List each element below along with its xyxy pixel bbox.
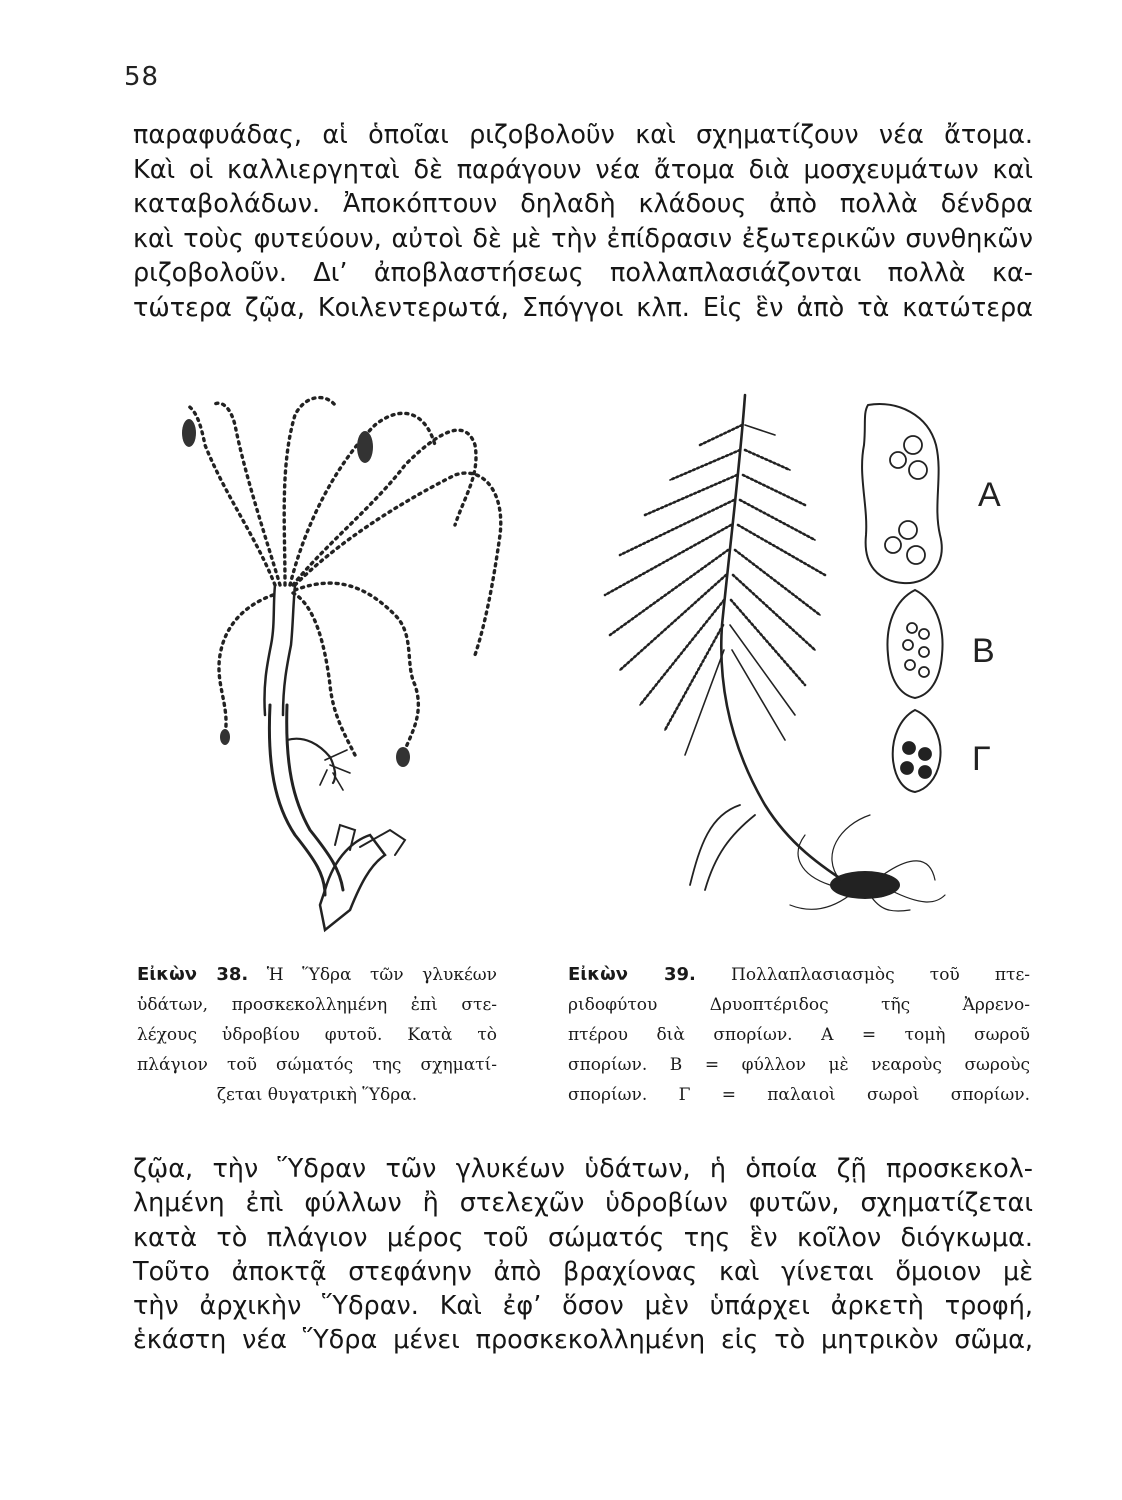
figure-label: Εἰκὼν 39. xyxy=(568,964,696,985)
figure-39-caption xyxy=(568,960,1030,1110)
caption-line: λέχους ὑδροβίου φυτοῦ. Κατὰ τὸ xyxy=(137,1025,497,1045)
caption-line xyxy=(568,960,1030,990)
inset-label-a: Α xyxy=(978,476,1001,514)
caption-line: σπορίων. Γ = παλαιοὶ σωροὶ σπορίων. xyxy=(568,1085,1030,1105)
text-line: Καὶ οἱ καλλιεργηταὶ δὲ παράγουν νέα ἄτομα διὰ μοσχευμάτων καὶ xyxy=(133,154,1033,185)
caption-text: Ἡ Ὕδρα τῶν γλυκέων xyxy=(266,965,497,985)
body-text-bottom xyxy=(133,1152,1033,1358)
caption-line: πτέρου διὰ σπορίων. Α = τομὴ σωροῦ xyxy=(568,1025,1030,1045)
text-line: τὴν ἀρχικὴν Ὕδραν. Καὶ ἐφ’ ὅσον μὲν ὑπάρχει ἀρκετὴ τροφή, xyxy=(133,1291,1033,1322)
caption-line: ὑδάτων, προσκεκολλημένη ἐπὶ στε- xyxy=(137,995,497,1015)
text-line: ριζοβολοῦν. Δι’ ἀποβλαστήσεως πολλαπλασιάζονται πολλὰ κα- xyxy=(133,258,1033,288)
text-line: παραφυάδας, αἱ ὁποῖαι ριζοβολοῦν καὶ σχηματίζουν νέα ἄτομα. xyxy=(133,120,1033,150)
text-line: λημένη ἐπὶ φύλλων ἢ στελεχῶν ὑδροβίων φυτῶν, σχηματίζεται xyxy=(133,1188,1033,1219)
hydra-illustration xyxy=(175,385,515,945)
text-line: ἑκάστη νέα Ὕδρα μένει προσκεκολλημένη εἰς τὸ μητρικὸν σῶμα, xyxy=(133,1325,1033,1356)
caption-line xyxy=(137,960,497,990)
caption-line: ριδοφύτου Δρυοπτέριδος τῆς Ἀρρενο- xyxy=(568,995,1030,1015)
body-text-top xyxy=(133,118,1033,325)
text-line: τώτερα ζῷα, Κοιλεντερωτά, Σπόγγοι κλπ. Εἰς ἓν ἀπὸ τὰ κατώτερα xyxy=(133,292,1033,323)
figure-label: Εἰκὼν 38. xyxy=(137,964,249,985)
figure-38-caption xyxy=(137,960,497,1110)
caption-text: Πολλαπλασιασμὸς τοῦ πτε- xyxy=(731,965,1031,985)
text-line: Τοῦτο ἀποκτᾷ στεφάνην ἀπὸ βραχίονας καὶ γίνεται ὅμοιον μὲ xyxy=(133,1256,1033,1287)
page-number: 58 xyxy=(124,62,160,92)
caption-line: ζεται θυγατρικὴ Ὕδρα. xyxy=(216,1085,418,1105)
inset-label-b: Β xyxy=(972,632,995,670)
caption-line: πλάγιον τοῦ σώματός της σχηματί- xyxy=(137,1055,497,1075)
text-line: καὶ τοὺς φυτεύουν, αὐτοὶ δὲ μὲ τὴν ἐπίδρασιν ἐξωτερικῶν συνθηκῶν xyxy=(133,223,1033,254)
text-line: κατὰ τὸ πλάγιον μέρος τοῦ σώματός της ἓν κοῖλον διόγκωμα. xyxy=(133,1222,1033,1253)
fern-illustration xyxy=(590,385,950,915)
text-line: καταβολάδων. Ἀποκόπτουν δηλαδὴ κλάδους ἀπὸ πολλὰ δένδρα xyxy=(133,189,1033,219)
text-line: ζῷα, τὴν Ὕδραν τῶν γλυκέων ὑδάτων, ἡ ὁποία ζῇ προσκεκολ- xyxy=(133,1154,1033,1184)
caption-line: σπορίων. Β = φύλλον μὲ νεαροὺς σωροὺς xyxy=(568,1055,1030,1075)
inset-label-c: Γ xyxy=(972,740,991,778)
